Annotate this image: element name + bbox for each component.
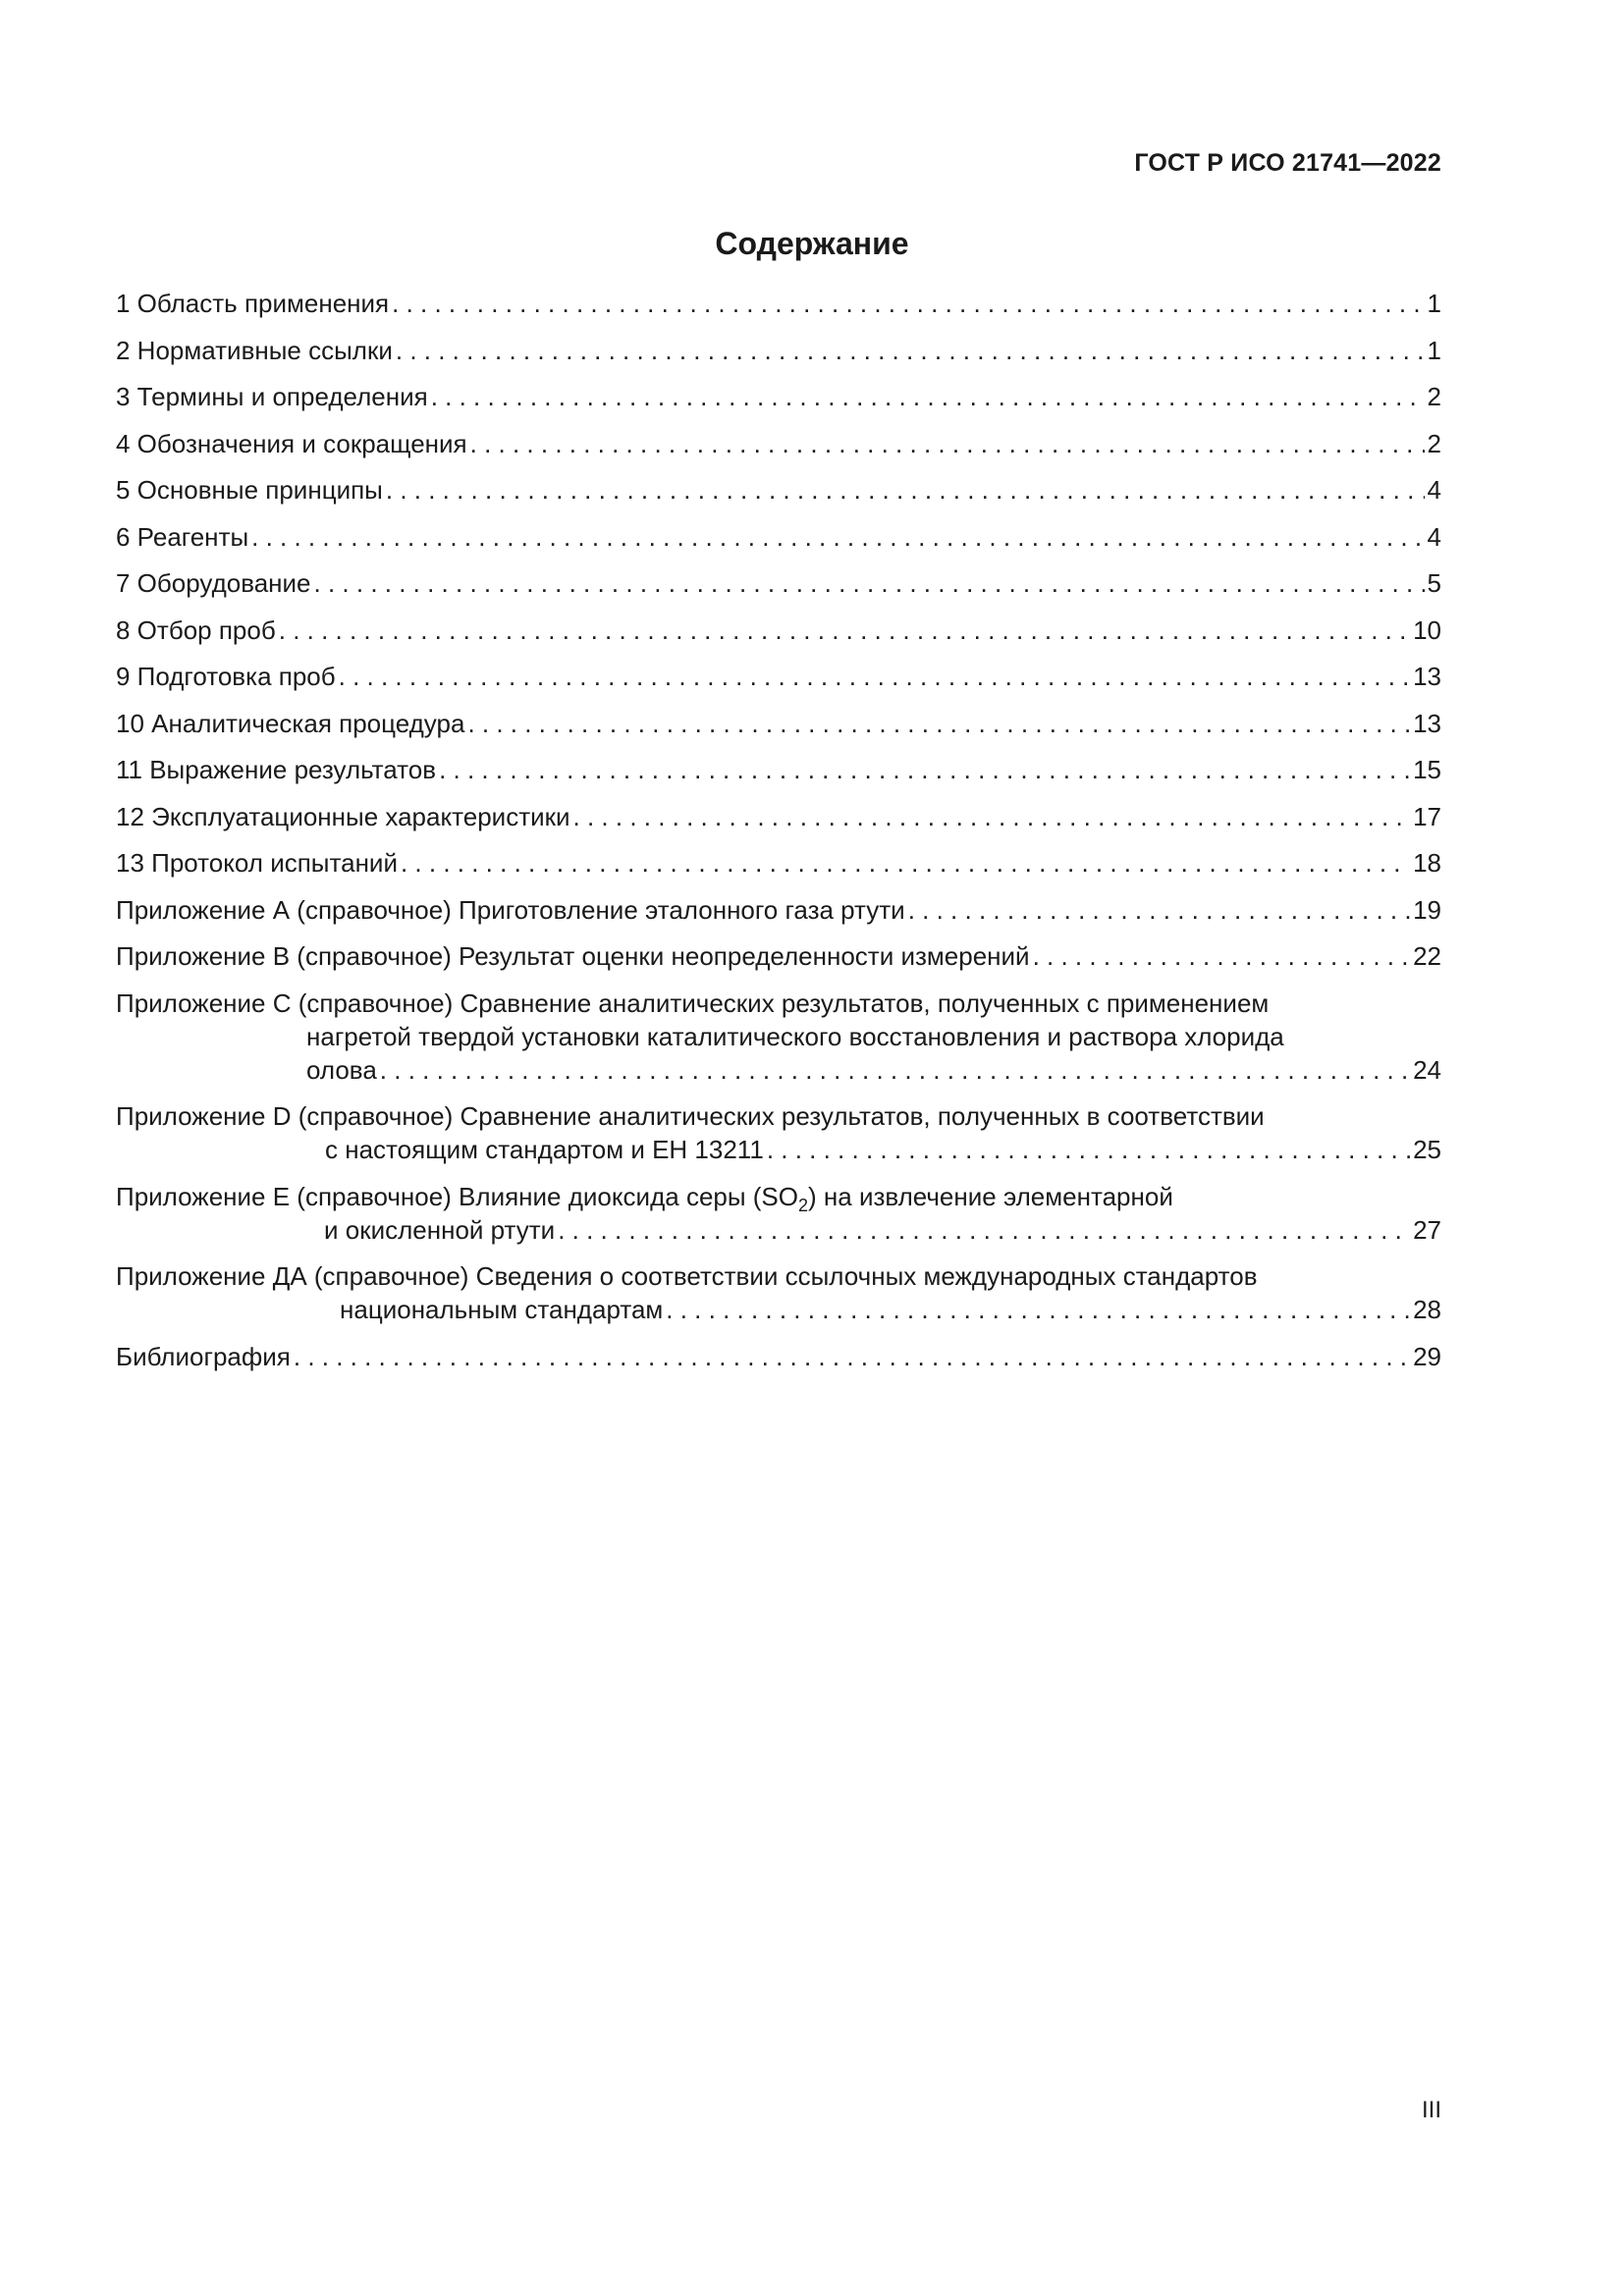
toc-entry-text-cont: нагретой твердой установки каталитического восстановления и раствора хлорида bbox=[306, 1021, 1284, 1051]
page-number: III bbox=[1421, 2097, 1441, 2123]
toc-entry-page: 25 bbox=[1413, 1135, 1441, 1164]
toc-entry-text: 5 Основные принципы bbox=[116, 475, 383, 505]
leader-dots bbox=[767, 1133, 1410, 1166]
leader-dots bbox=[396, 334, 1425, 367]
toc-entry-bibliography[interactable] bbox=[116, 1340, 1441, 1373]
leader-dots bbox=[380, 1053, 1410, 1087]
toc-entry-page: 1 bbox=[1427, 289, 1441, 318]
toc-entry[interactable] bbox=[116, 660, 1441, 693]
toc-entry-text: Библиография bbox=[116, 1341, 291, 1371]
toc-entry-page: 22 bbox=[1413, 941, 1441, 971]
leader-dots bbox=[401, 846, 1410, 880]
leader-dots bbox=[467, 707, 1410, 740]
leader-dots bbox=[573, 800, 1411, 833]
leader-dots bbox=[470, 427, 1425, 460]
toc-entry[interactable] bbox=[116, 380, 1441, 413]
toc-entry-text: 11 Выражение результатов bbox=[116, 755, 437, 784]
toc-entry[interactable] bbox=[116, 846, 1441, 880]
leader-dots bbox=[294, 1340, 1410, 1373]
leader-dots bbox=[386, 473, 1425, 507]
toc-entry-text-cont: с настоящим стандартом и ЕН 13211 bbox=[325, 1135, 764, 1164]
toc-entry-text: Приложение D (справочное) Сравнение аналитических результатов, полученных в соответствии bbox=[116, 1101, 1265, 1131]
toc-entry-page: 29 bbox=[1413, 1341, 1441, 1371]
toc-entry-page: 4 bbox=[1427, 475, 1441, 505]
toc-entry-text: ) на извлечение элементарной bbox=[808, 1181, 1173, 1211]
leader-dots bbox=[666, 1293, 1410, 1326]
document-code: ГОСТ Р ИСО 21741—2022 bbox=[1134, 149, 1441, 177]
toc-entry-annex-c[interactable] bbox=[116, 987, 1441, 1087]
toc-entry-page: 2 bbox=[1427, 382, 1441, 411]
toc-entry-page: 24 bbox=[1413, 1054, 1441, 1085]
leader-dots bbox=[339, 660, 1410, 693]
toc-entry-page: 18 bbox=[1413, 848, 1441, 878]
toc-entry[interactable] bbox=[116, 753, 1441, 786]
leader-dots bbox=[392, 287, 1424, 320]
toc-entry-text: 7 Оборудование bbox=[116, 568, 311, 598]
toc-entry-text-cont: национальным стандартам bbox=[340, 1295, 664, 1324]
toc-entry-text: 8 Отбор проб bbox=[116, 614, 276, 645]
toc-entry[interactable] bbox=[116, 566, 1441, 600]
leader-dots bbox=[431, 380, 1425, 413]
toc-entry-annex-e[interactable] bbox=[116, 1180, 1441, 1247]
toc-title: Содержание bbox=[715, 226, 909, 261]
leader-dots bbox=[558, 1213, 1410, 1247]
toc-entry[interactable] bbox=[116, 427, 1441, 460]
subscript: 2 bbox=[798, 1195, 809, 1215]
toc-entry-page: 17 bbox=[1413, 801, 1441, 831]
toc-entry-page: 13 bbox=[1413, 708, 1441, 738]
toc-entry-text: 3 Термины и определения bbox=[116, 382, 428, 411]
toc-entry-page: 13 bbox=[1413, 662, 1441, 691]
toc-entry-text: 1 Область применения bbox=[116, 289, 390, 318]
leader-dots bbox=[1033, 939, 1411, 973]
leader-dots bbox=[279, 614, 1410, 647]
table-of-contents bbox=[116, 287, 1441, 1386]
leader-dots bbox=[908, 893, 1410, 927]
toc-entry[interactable] bbox=[116, 287, 1441, 320]
toc-entry-text-cont: и окисленной ртути bbox=[324, 1214, 556, 1245]
toc-entry-text: 6 Реагенты bbox=[116, 521, 249, 552]
toc-entry-page: 15 bbox=[1413, 755, 1441, 784]
leader-dots bbox=[251, 520, 1424, 554]
toc-entry-text: 10 Аналитическая процедура bbox=[116, 708, 465, 738]
toc-entry-page: 28 bbox=[1413, 1295, 1441, 1324]
toc-entry-page: 10 bbox=[1413, 614, 1441, 645]
toc-entry-text: Приложение А (справочное) Приготовление эталонного газа ртути bbox=[116, 894, 905, 925]
toc-entry-text: 9 Подготовка проб bbox=[116, 662, 336, 691]
toc-entry-text: Приложение В (справочное) Результат оценки неопределенности измерений bbox=[116, 941, 1030, 971]
toc-entry[interactable] bbox=[116, 473, 1441, 507]
toc-entry-annex-b[interactable] bbox=[116, 939, 1441, 973]
toc-entry-text-cont: олова bbox=[306, 1054, 377, 1085]
toc-entry-text: Приложение ДА (справочное) Сведения о соответствии ссылочных международных стандартов bbox=[116, 1261, 1258, 1291]
toc-entry-text: Приложение С (справочное) Сравнение аналитических результатов, полученных с применением bbox=[116, 988, 1270, 1018]
toc-entry-page: 27 bbox=[1413, 1214, 1441, 1245]
toc-entry-page: 4 bbox=[1427, 521, 1441, 552]
toc-entry-text: 13 Протокол испытаний bbox=[116, 848, 398, 878]
toc-entry-annex-a[interactable] bbox=[116, 893, 1441, 927]
leader-dots bbox=[439, 753, 1410, 786]
toc-entry-page: 5 bbox=[1427, 568, 1441, 598]
toc-entry-annex-d[interactable] bbox=[116, 1099, 1441, 1166]
toc-entry[interactable] bbox=[116, 614, 1441, 647]
toc-entry-text: 4 Обозначения и сокращения bbox=[116, 428, 467, 458]
toc-entry[interactable] bbox=[116, 520, 1441, 554]
toc-entry[interactable] bbox=[116, 707, 1441, 740]
toc-entry-page: 1 bbox=[1427, 335, 1441, 365]
toc-entry-text: 2 Нормативные ссылки bbox=[116, 335, 393, 365]
toc-entry-text: Приложение Е (справочное) Влияние диоксида серы (SO bbox=[116, 1181, 798, 1211]
toc-entry-text: 12 Эксплуатационные характеристики bbox=[116, 801, 570, 831]
toc-entry[interactable] bbox=[116, 334, 1441, 367]
toc-entry[interactable] bbox=[116, 800, 1441, 833]
toc-entry-page: 2 bbox=[1427, 428, 1441, 458]
leader-dots bbox=[314, 566, 1425, 600]
toc-entry-page: 19 bbox=[1413, 894, 1441, 925]
toc-entry-annex-da[interactable] bbox=[116, 1259, 1441, 1326]
